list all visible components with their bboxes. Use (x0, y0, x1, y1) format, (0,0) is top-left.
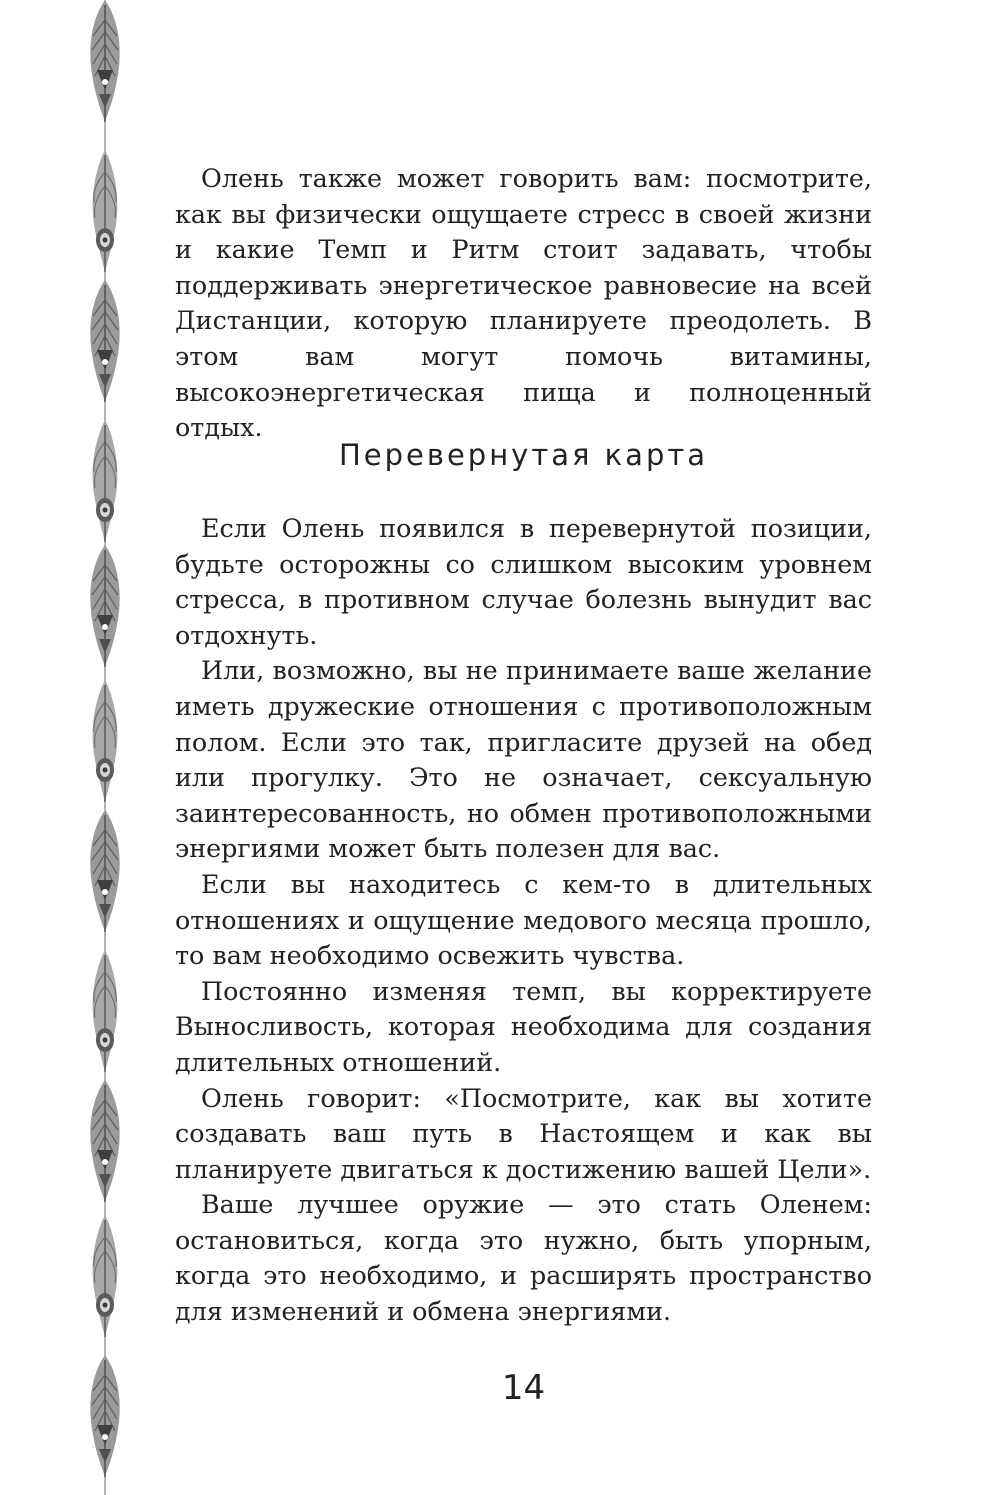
feather-icon (90, 0, 119, 122)
reversed-card-section (175, 511, 872, 1330)
paragraph: Ваше лучшее оружие — это стать Оленем: остановиться, когда это нужно, быть упорным, когда это необходимо, и расширять пространство для изменений и обмена энергиями. (175, 1189, 872, 1327)
feather-icon (93, 680, 118, 802)
paragraph: Если Олень появился в перевернутой позиции, будьте осторожны со слишком высоким уровнем стресса, в противном случае болезнь вынудит вас отдохнуть. (175, 513, 872, 650)
paragraph: Если вы находитесь с кем-то в длительных отношениях и ощущение медового месяца прошло, то вам необходимо освежить чувства. (175, 868, 872, 971)
paragraph: Олень говорит: «Посмотрите, как вы хотите создавать ваш путь в Настоящем и как вы планируете двигаться к достижению вашей Цели». (175, 1082, 872, 1184)
page-number: 14 (501, 1368, 546, 1408)
section-heading: Перевернутая карта (338, 438, 709, 472)
feather-icon (93, 950, 118, 1072)
paragraph: Олень также может говорить вам: посмотрите, как вы физически ощущаете стресс в своей жизни и какие Темп и Ритм стоит задавать, чтобы поддерживать энергетическое равновесие на всей Дистанции, которую планируете преодолеть. В этом вам могут помочь витамины, высокоэнергетическая пища и полноценный отдых. (175, 163, 872, 443)
feather-border (70, 0, 140, 1495)
paragraph: Или, возможно, вы не принимаете ваше желание иметь дружеские отношения с противоположным полом. Если это так, пригласите друзей на обед или прогулку. Это не означает, сексуальную заинтересованность, но обмен противоположными энергиями может быть полезен для вас. (175, 655, 872, 864)
intro-section (175, 161, 872, 446)
feather-icon (90, 545, 119, 667)
feather-icon (93, 1215, 118, 1337)
feather-icon (93, 420, 118, 542)
feather-icon (93, 150, 118, 272)
feather-icon (90, 1080, 119, 1202)
feather-icon (90, 810, 119, 932)
paragraph: Постоянно изменяя темп, вы корректируете Выносливость, которая необходима для создания длительных отношений. (175, 975, 872, 1077)
feather-icon (90, 1355, 119, 1477)
feather-icon (90, 280, 119, 402)
